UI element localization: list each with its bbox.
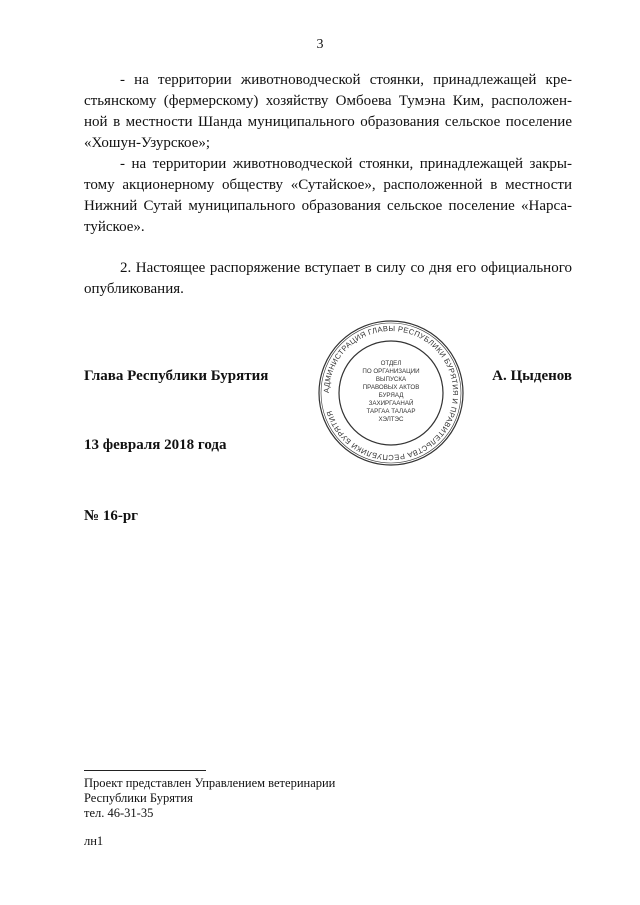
text-line: Нижний Сутай муниципального образования сельское поселение «Нарса-: [84, 198, 572, 214]
document-code: лн1: [84, 834, 104, 848]
document-number: № 16-рг: [84, 508, 138, 524]
text-line: - на территории животноводческой стоянки, принадлежащей закры-: [120, 156, 572, 172]
paragraph-effective-date: [84, 258, 572, 300]
paragraph-stoyanka-2: [84, 154, 572, 238]
seal-line: ТАРГАА ТАЛААР: [366, 408, 416, 415]
signatory-position: Глава Республики Бурятия: [84, 368, 269, 384]
text-line: опубликования.: [84, 281, 184, 297]
seal-ring-text: АДМИНИСТРАЦИЯ ГЛАВЫ РЕСПУБЛИКИ БУРЯТИЯ И ПРАВИТЕЛЬСТВА РЕСПУБЛИКИ БУРЯТИЯ: [321, 323, 461, 463]
text-line: стьянскому (фермерскому) хозяйству Омбоева Тумэна Ким, расположен-: [84, 93, 572, 109]
seal-line: ОТДЕЛ: [380, 360, 402, 367]
footer-line: тел. 46-31-35: [84, 806, 154, 820]
paragraph-stoyanka-1: [84, 70, 572, 154]
text-line: 2. Настоящее распоряжение вступает в силу со дня его официального: [120, 260, 572, 276]
seal-line: ЗАХИРГААНАЙ: [368, 400, 414, 407]
page-number: 3: [316, 37, 324, 52]
seal-line: ПРАВОВЫХ АКТОВ: [362, 384, 420, 391]
seal-line: БУРЯАД: [378, 392, 404, 399]
footer-line: Проект представлен Управлением ветеринарии: [84, 776, 336, 790]
signatory-name: А. Цыденов: [492, 368, 572, 384]
text-line: тому акционерному обществу «Сутайское», расположенной в местности: [84, 177, 572, 193]
document-date: 13 февраля 2018 года: [84, 437, 227, 453]
official-seal: [316, 318, 466, 468]
seal-line: ХЭЛТЭС: [378, 416, 404, 423]
text-line: - на территории животноводческой стоянки, принадлежащей кре-: [120, 72, 572, 88]
footer-divider: [84, 770, 206, 771]
footer-line: Республики Бурятия: [84, 791, 193, 805]
seal-line: ВЫПУСКА: [375, 376, 407, 383]
text-line: ной в местности Шанда муниципального образования сельское поселение: [84, 114, 572, 130]
text-line: туйское».: [84, 219, 145, 235]
seal-line: ПО ОРГАНИЗАЦИИ: [362, 368, 420, 375]
text-line: «Хошун-Узурское»;: [84, 135, 211, 151]
footer-note: [84, 776, 335, 821]
